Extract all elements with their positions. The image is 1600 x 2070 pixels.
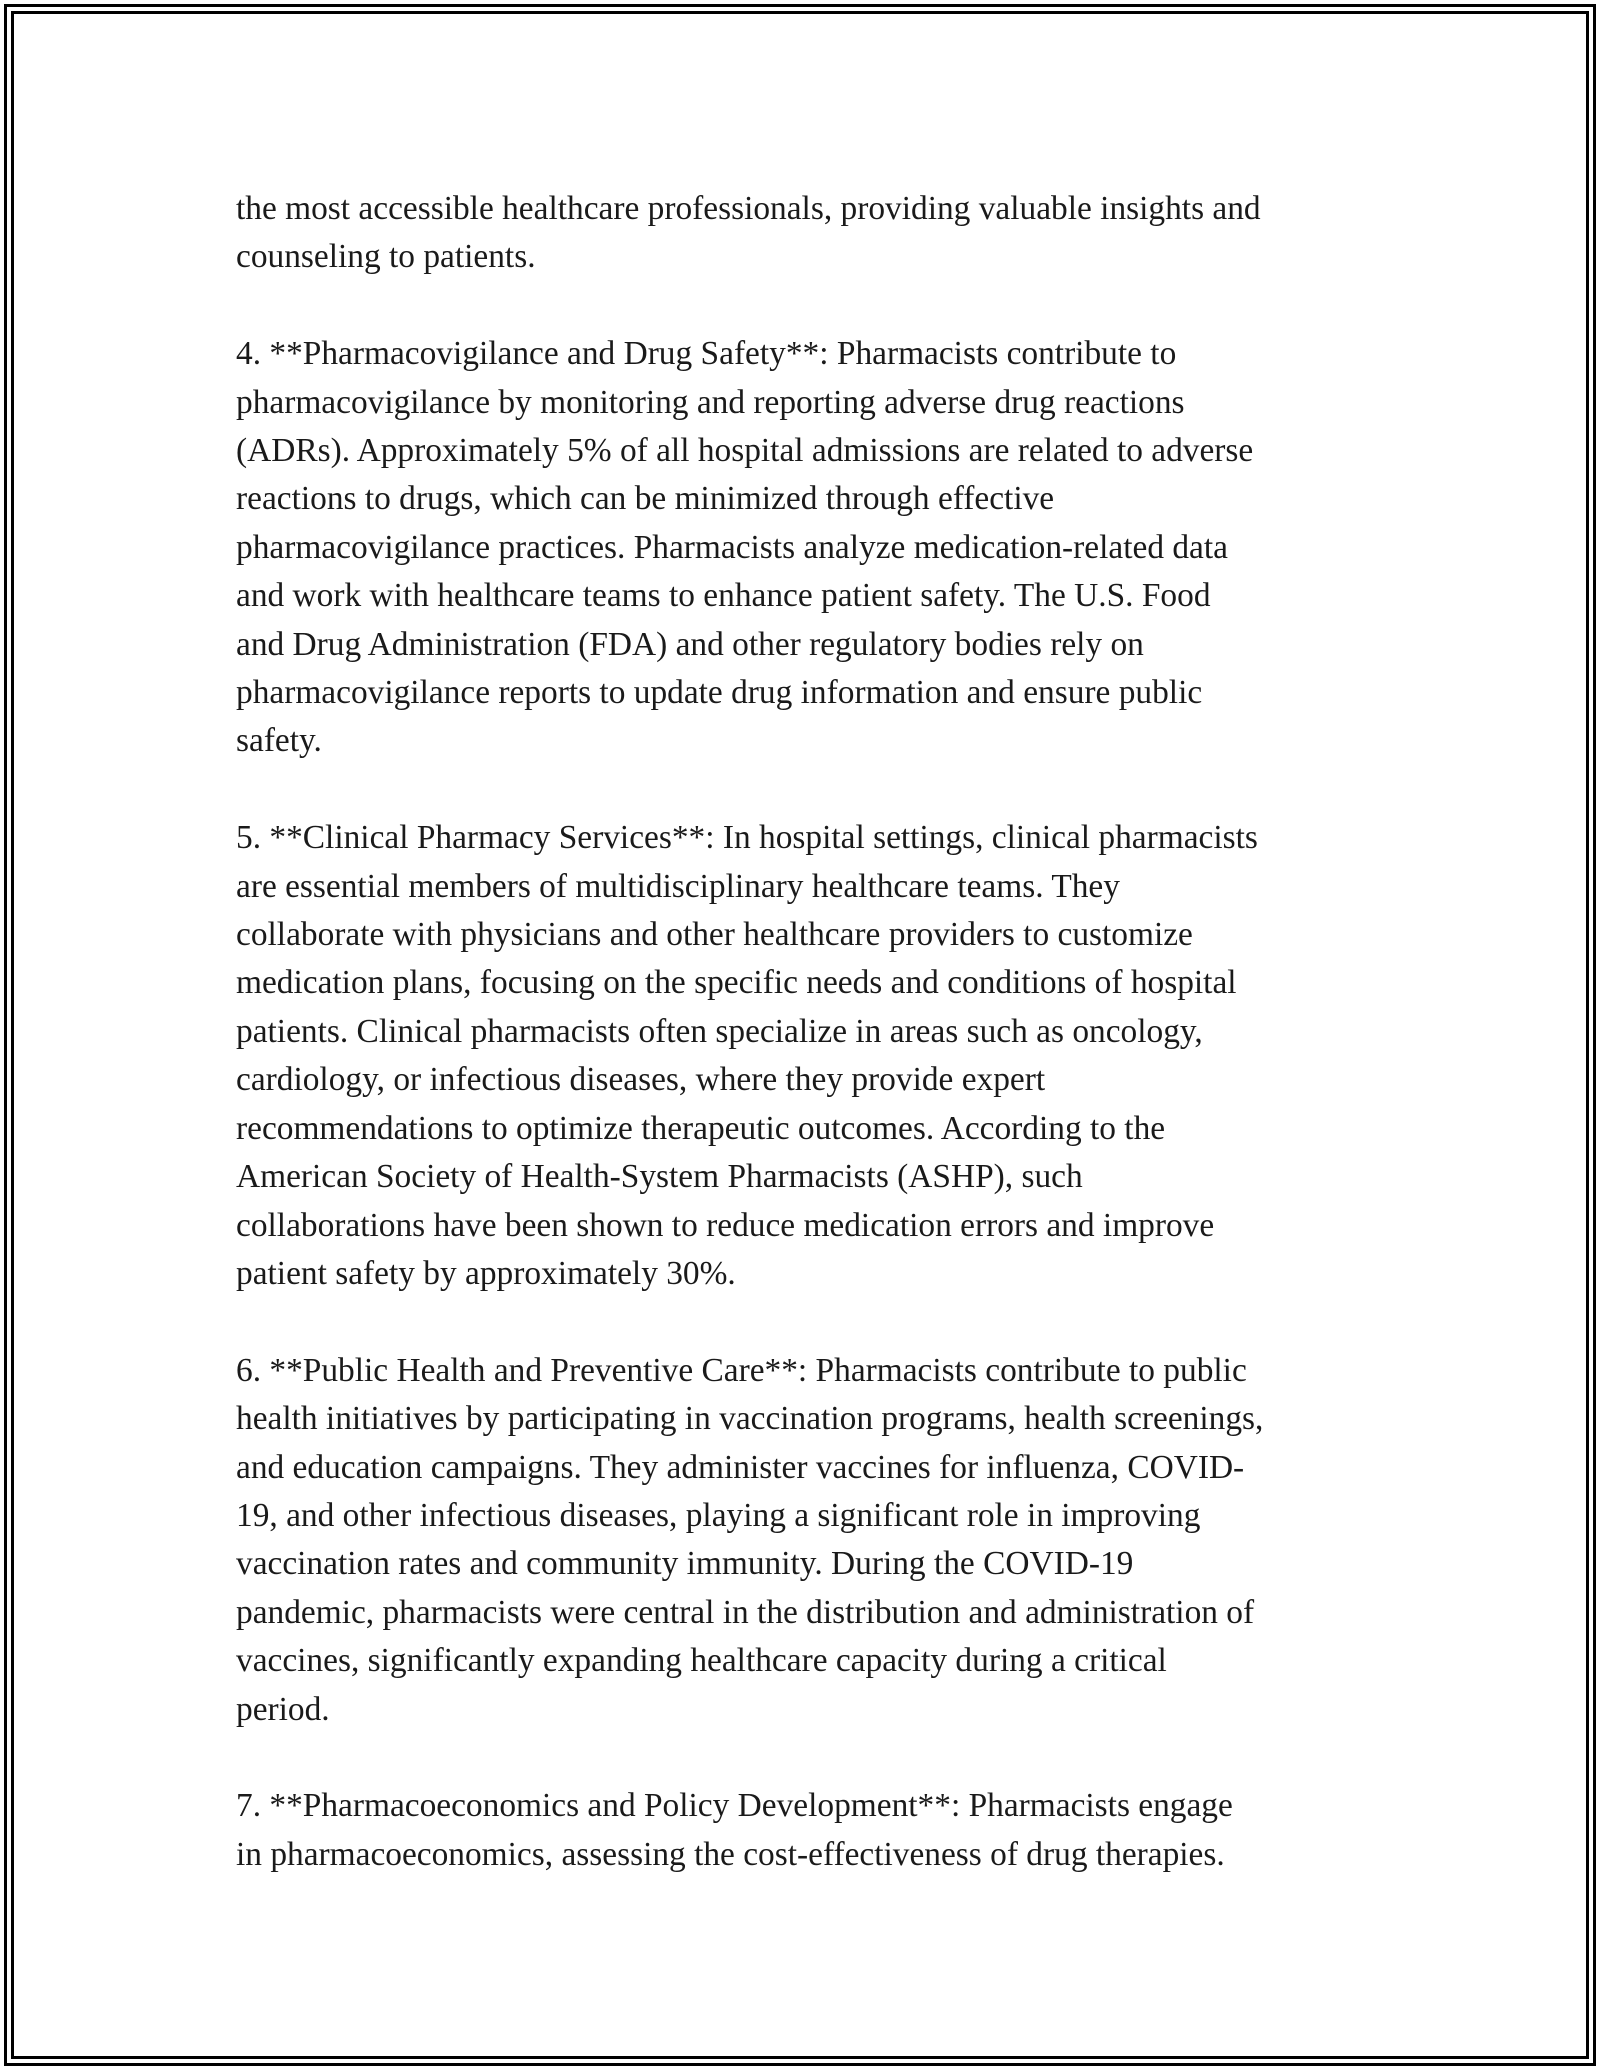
paragraph-pharmacoeconomics: 7. **Pharmacoeconomics and Policy Development**: Pharmacists engage in pharmacoeconomics, assessing the cost-effectiveness of drug therapies. <box>236 1787 1233 1873</box>
paragraph-continuation: the most accessible healthcare professionals, providing valuable insights and counseling to patients. <box>236 190 1261 276</box>
paragraph-public-health: 6. **Public Health and Preventive Care**: Pharmacists contribute to public health initiatives by participating in vaccination programs, health screenings, and education campaigns. They administer vaccines for influenza, COVID- 19, and other infectious diseases, playing a significant role in improving vaccination rates and community immunity. During the COVID-19 pandemic, pharmacists were central in the distribution and administration of vaccines, significantly expanding healthcare capacity during a critical period. <box>236 1351 1264 1728</box>
document-body <box>236 185 1376 1928</box>
paragraph-clinical-pharmacy: 5. **Clinical Pharmacy Services**: In hospital settings, clinical pharmacists are essential members of multidisciplinary healthcare teams. They collaborate with physicians and other healthcare providers to customize medication plans, focusing on the specific needs and conditions of hospital patients. Clinical pharmacists often specialize in areas such as oncology, cardiology, or infectious diseases, where they provide expert recommendations to optimize therapeutic outcomes. According to the American Society of Health-System Pharmacists (ASHP), such collaborations have been shown to reduce medication errors and improve patient safety by approximately 30%. <box>236 819 1258 1292</box>
paragraph-pharmacovigilance: 4. **Pharmacovigilance and Drug Safety**: Pharmacists contribute to pharmacovigilance by monitoring and reporting adverse drug reactions (ADRs). Approximately 5% of all hospital admissions are related to adverse reactions to drugs, which can be minimized through effective pharmacovigilance practices. Pharmacists analyze medication-related data and work with healthcare teams to enhance patient safety. The U.S. Food and Drug Administration (FDA) and other regulatory bodies rely on pharmacovigilance reports to update drug information and ensure public safety. <box>236 335 1254 760</box>
